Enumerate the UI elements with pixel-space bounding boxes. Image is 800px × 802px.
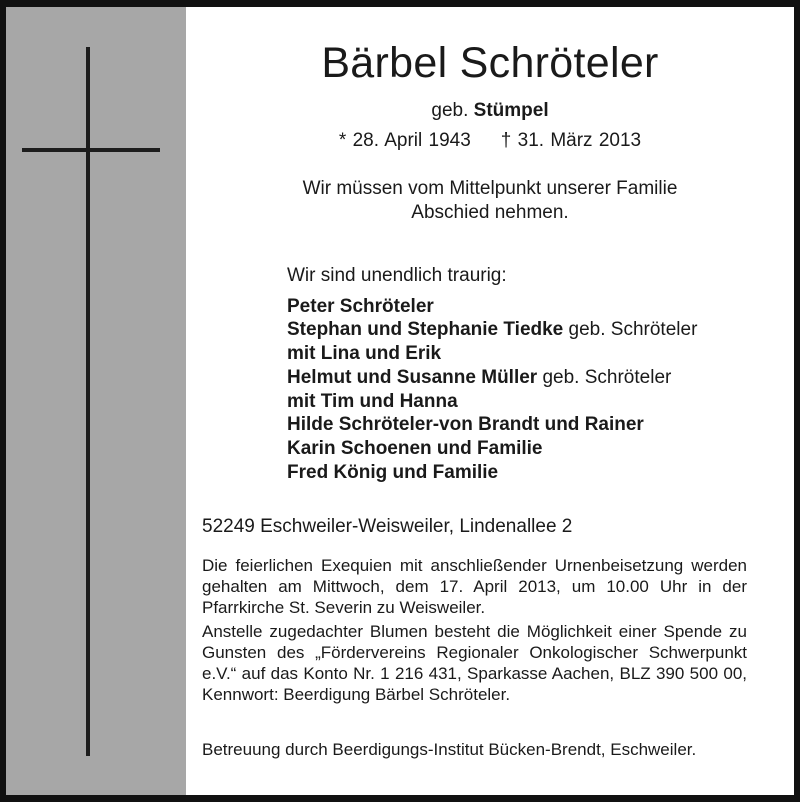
mourners-intro: Wir sind unendlich traurig: xyxy=(287,265,507,286)
deceased-name: Bärbel Schröteler xyxy=(321,39,659,87)
mourner-name: Karin Schoenen und Familie xyxy=(287,437,543,459)
mourner-name: Hilde Schröteler-von Brandt und Rainer xyxy=(287,414,644,436)
mourner-line xyxy=(287,295,697,319)
mourner-suffix: geb. Schröteler xyxy=(563,319,698,341)
notice-content xyxy=(186,7,794,795)
mourner-line xyxy=(287,318,697,342)
mourner-name: Peter Schröteler xyxy=(287,295,434,317)
motto-line: Abschied nehmen. xyxy=(411,202,569,223)
mourner-name: mit Lina und Erik xyxy=(287,343,442,365)
mourner-suffix: geb. Schröteler xyxy=(537,366,672,388)
cross-icon xyxy=(86,47,90,756)
mourner-line xyxy=(287,413,697,437)
family-address: 52249 Eschweiler-Weisweiler, Lindenallee 2 xyxy=(202,516,573,537)
side-band xyxy=(6,7,186,795)
service-paragraph: Die feierlichen Exequien mit anschließender Urnenbeisetzung werden gehalten am Mittwoch, dem 17. April 2013, um 10.00 Uhr in der Pfarrkirche St. Severin zu Weisweiler. xyxy=(202,556,747,617)
mourner-line xyxy=(287,390,697,414)
birth-date: * 28. April 1943 xyxy=(338,130,471,151)
mourners-list xyxy=(287,264,697,484)
death-date: † 31. März 2013 xyxy=(500,130,642,151)
cross-icon-bar xyxy=(22,148,160,152)
birth-name-line xyxy=(186,100,794,122)
motto xyxy=(186,177,794,225)
mourner-line xyxy=(287,366,697,390)
mourner-line xyxy=(287,342,697,366)
mourner-name: Fred König und Familie xyxy=(287,461,499,483)
mourner-line xyxy=(287,461,697,485)
mourner-line xyxy=(287,437,697,461)
birth-name: Stümpel xyxy=(473,100,549,121)
undertaker-paragraph: Betreuung durch Beerdigungs-Institut Bücken-Brendt, Eschweiler. xyxy=(202,740,697,759)
mourner-name: Helmut und Susanne Müller xyxy=(287,366,538,388)
motto-line: Wir müssen vom Mittelpunkt unserer Familie xyxy=(302,178,678,199)
obituary-notice xyxy=(6,7,794,795)
life-dates xyxy=(186,130,794,152)
birth-name-prefix: geb. xyxy=(431,100,469,121)
mourner-name: Stephan und Stephanie Tiedke xyxy=(287,319,564,341)
donation-paragraph: Anstelle zugedachter Blumen besteht die Möglichkeit einer Spende zu Gunsten des „Fördervereins Regionaler Onkologischer Schwerpunkt e.V.“ auf das Konto Nr. 1 216 431, Sparkasse Aachen, BLZ 390 500 00, Kennwort: Beerdigung Bärbel Schröteler. xyxy=(202,622,747,704)
mourner-name: mit Tim und Hanna xyxy=(287,390,458,412)
